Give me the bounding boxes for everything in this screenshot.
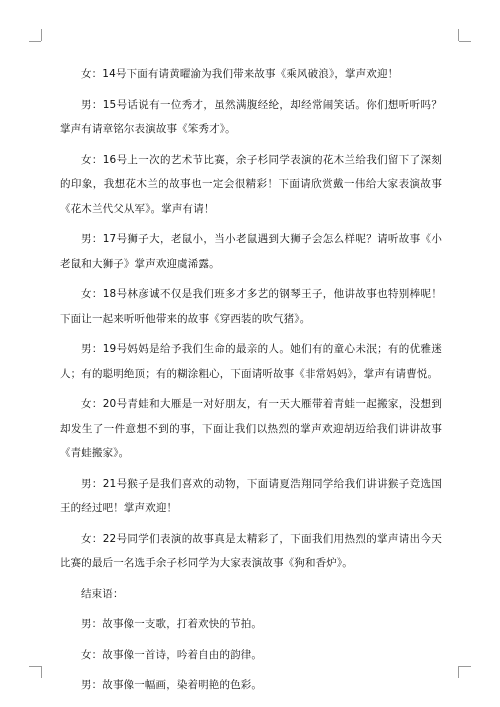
paragraph: 女：16号上一次的艺术节比赛，余子杉同学表演的花木兰给我们留下了深刻的印象，我想花木兰的故事也一定会很精彩！下面请欣赏戴一伟给大家表演故事《花木兰代父从军》。掌声有请！ xyxy=(60,153,442,215)
closing-line: 男：故事像一支歌，打着欢快的节拍。 xyxy=(81,618,263,630)
paragraph: 女：20号青蛙和大雁是一对好朋友，有一天大雁带着青蛙一起搬家，没想到却发生了一件意想不到的事，下面让我们以热烈的掌声欢迎胡迈给我们讲讲故事《青蛙搬家》。 xyxy=(60,398,442,459)
paragraph: 女：22号同学们表演的故事真是太精彩了，下面我们用热烈的掌声请出今天比赛的最后一名选手余子杉同学为大家表演故事《狗和香炉》。 xyxy=(60,532,442,569)
crop-mark-bottom-left-v xyxy=(41,666,42,678)
crop-mark-bottom-right-h xyxy=(459,666,471,667)
crop-mark-top-right-h xyxy=(459,41,471,42)
crop-mark-bottom-left-h xyxy=(29,666,41,667)
crop-mark-bottom-right-v xyxy=(458,666,459,678)
paragraph: 女：18号林彦诚不仅是我们班多才多艺的钢琴王子，他讲故事也特别棒呢！下面让一起来听听他带来的故事《穿西装的吹气猪》。 xyxy=(60,288,442,325)
document-body xyxy=(60,62,442,704)
closing-line: 女：故事像一首诗，吟着自由的韵律。 xyxy=(81,648,263,661)
paragraph: 女：14号下面有请黄曜渝为我们带来故事《乘风破浪》，掌声欢迎！ xyxy=(81,68,399,80)
closing-heading: 结束语： xyxy=(81,587,124,600)
crop-mark-top-right-v xyxy=(458,29,459,41)
paragraph: 男：15号话说有一位秀才，虽然满腹经纶，却经常闹笑话。你们想听听吗？掌声有请章铭尔表演故事《笨秀才》。 xyxy=(60,98,442,135)
closing-line: 男：故事像一幅画，染着明艳的色彩。 xyxy=(81,679,263,691)
crop-mark-top-left-h xyxy=(29,41,41,42)
paragraph: 男：21号猴子是我们喜欢的动物，下面请夏浩翔同学给我们讲讲猴子竞选国王的经过吧！掌声欢迎！ xyxy=(60,477,442,514)
crop-mark-top-left-v xyxy=(41,29,42,41)
paragraph: 男：19号妈妈是给予我们生命的最亲的人。她们有的童心未泯；有的优雅迷人；有的聪明绝顶；有的糊涂粗心，下面请听故事《非常妈妈》，掌声有请曹悦。 xyxy=(60,343,442,380)
paragraph: 男：17号狮子大，老鼠小，当小老鼠遇到大狮子会怎么样呢？请听故事《小老鼠和大狮子》掌声欢迎虞浠露。 xyxy=(60,233,442,270)
